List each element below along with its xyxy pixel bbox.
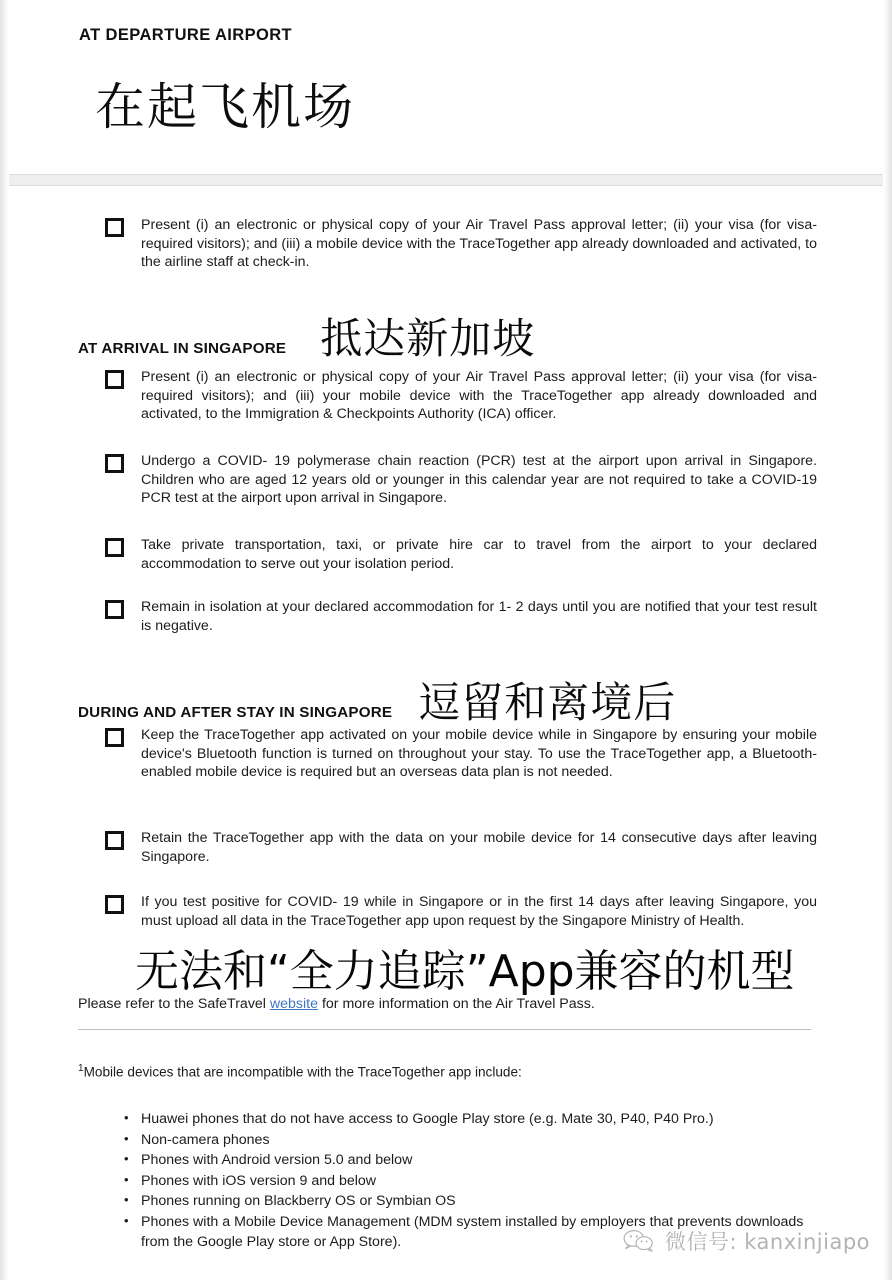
safetravel-website-link[interactable]: website bbox=[269, 996, 319, 1012]
reference-text-before: Please refer to the SafeTravel bbox=[78, 996, 270, 1012]
page-divider-gap bbox=[0, 174, 892, 186]
checklist-item-text: Present (i) an electronic or physical copy of your Air Travel Pass approval letter; (ii) your visa (for visa- required visitors); and (iii) your mobile device with the TraceTogether app already downloaded and activated, to the Immigration & Checkpoints Authority (ICA) officer. bbox=[141, 369, 817, 423]
list-item: • Non-camera phones bbox=[124, 1131, 824, 1151]
section-heading-en: AT ARRIVAL IN SINGAPORE bbox=[78, 340, 287, 357]
incompatible-models-heading-zh: 无法和“全力追踪”App兼容的机型 bbox=[135, 946, 795, 997]
checklist-item[interactable] bbox=[105, 216, 817, 272]
checkbox-icon[interactable] bbox=[105, 728, 124, 747]
section-heading-during-after bbox=[78, 678, 677, 727]
wechat-watermark bbox=[622, 1226, 870, 1256]
checklist-item[interactable] bbox=[105, 893, 817, 930]
checkbox-icon[interactable] bbox=[105, 454, 124, 473]
checklist-item[interactable] bbox=[105, 452, 817, 508]
safetravel-reference-line bbox=[78, 996, 595, 1012]
checklist-item-text: If you test positive for COVID- 19 while in Singapore or in the first 14 days after leaving Singapore, you must upload all data in the TraceTogether app upon request by the Singapore Ministry of Health. bbox=[141, 894, 817, 929]
page-edge-right bbox=[883, 0, 892, 1280]
checklist-item[interactable] bbox=[105, 368, 817, 424]
footnote-divider bbox=[78, 1029, 811, 1030]
checkbox-icon[interactable] bbox=[105, 218, 124, 237]
checkbox-icon[interactable] bbox=[105, 538, 124, 557]
checklist-item-text: Remain in isolation at your declared accommodation for 1- 2 days until you are notified that your test result is negative. bbox=[141, 599, 817, 634]
checklist-item[interactable] bbox=[105, 598, 817, 635]
wechat-icon bbox=[622, 1227, 656, 1255]
checkbox-icon[interactable] bbox=[105, 600, 124, 619]
footnote-text: Mobile devices that are incompatible with the TraceTogether app include: bbox=[83, 1064, 522, 1080]
list-item: • Phones running on Blackberry OS or Symbian OS bbox=[124, 1192, 824, 1212]
departure-heading-zh: 在起飞机场 bbox=[95, 78, 355, 136]
checkbox-icon[interactable] bbox=[105, 831, 124, 850]
checklist-item-text: Keep the TraceTogether app activated on your mobile device while in Singapore by ensuring your mobile device's Bluetooth function is turned on throughout your stay. To use the TraceTogether app, a Bluetooth- enabled mobile device is required but an overseas data plan is not needed. bbox=[141, 727, 817, 781]
checklist-item-text: Present (i) an electronic or physical copy of your Air Travel Pass approval letter; (ii) your visa (for visa- required visitors); and (iii) a mobile device with the TraceTogether app already downloaded and activated, to the airline staff at check-in. bbox=[141, 217, 817, 271]
section-heading-en: DURING AND AFTER STAY IN SINGAPORE bbox=[78, 704, 393, 721]
wechat-id-text: 微信号: kanxinjiapo bbox=[664, 1230, 870, 1254]
checklist-item-text: Undergo a COVID- 19 polymerase chain reaction (PCR) test at the airport upon arrival in Singapore. Children who are aged 12 years old or younger in this calendar year are not required to take a COVID-19 PCR test at the airport upon arrival in Singapore. bbox=[141, 453, 817, 507]
list-item: • Phones with a Mobile Device Management (MDM system installed by employers that prevents downloads from the Google Play store or App Store). bbox=[124, 1213, 824, 1252]
checkbox-icon[interactable] bbox=[105, 895, 124, 914]
list-item: • Phones with iOS version 9 and below bbox=[124, 1172, 824, 1192]
departure-heading-en: AT DEPARTURE AIRPORT bbox=[79, 26, 293, 44]
section-heading-zh: 逗留和离境后 bbox=[418, 678, 677, 727]
checklist-item[interactable] bbox=[105, 726, 817, 782]
list-item: • Phones with Android version 5.0 and below bbox=[124, 1151, 824, 1171]
section-heading-zh: 抵达新加坡 bbox=[320, 314, 536, 363]
page-edge-left bbox=[0, 0, 9, 1280]
reference-text-after: for more information on the Air Travel Pass. bbox=[318, 996, 595, 1012]
checkbox-icon[interactable] bbox=[105, 370, 124, 389]
footnote-marker: 1 bbox=[78, 1063, 84, 1074]
checklist-item-text: Retain the TraceTogether app with the data on your mobile device for 14 consecutive days after leaving Singapore. bbox=[141, 830, 817, 865]
list-item: • Huawei phones that do not have access to Google Play store (e.g. Mate 30, P40, P40 Pro.) bbox=[124, 1110, 824, 1130]
checklist-item[interactable] bbox=[105, 536, 817, 573]
checklist-item[interactable] bbox=[105, 829, 817, 866]
footnote-intro bbox=[78, 1063, 522, 1080]
section-heading-arrival bbox=[78, 314, 536, 363]
page-top-block bbox=[9, 0, 883, 174]
checklist-item-text: Take private transportation, taxi, or private hire car to travel from the airport to your declared accommodation to serve out your isolation period. bbox=[141, 537, 817, 572]
